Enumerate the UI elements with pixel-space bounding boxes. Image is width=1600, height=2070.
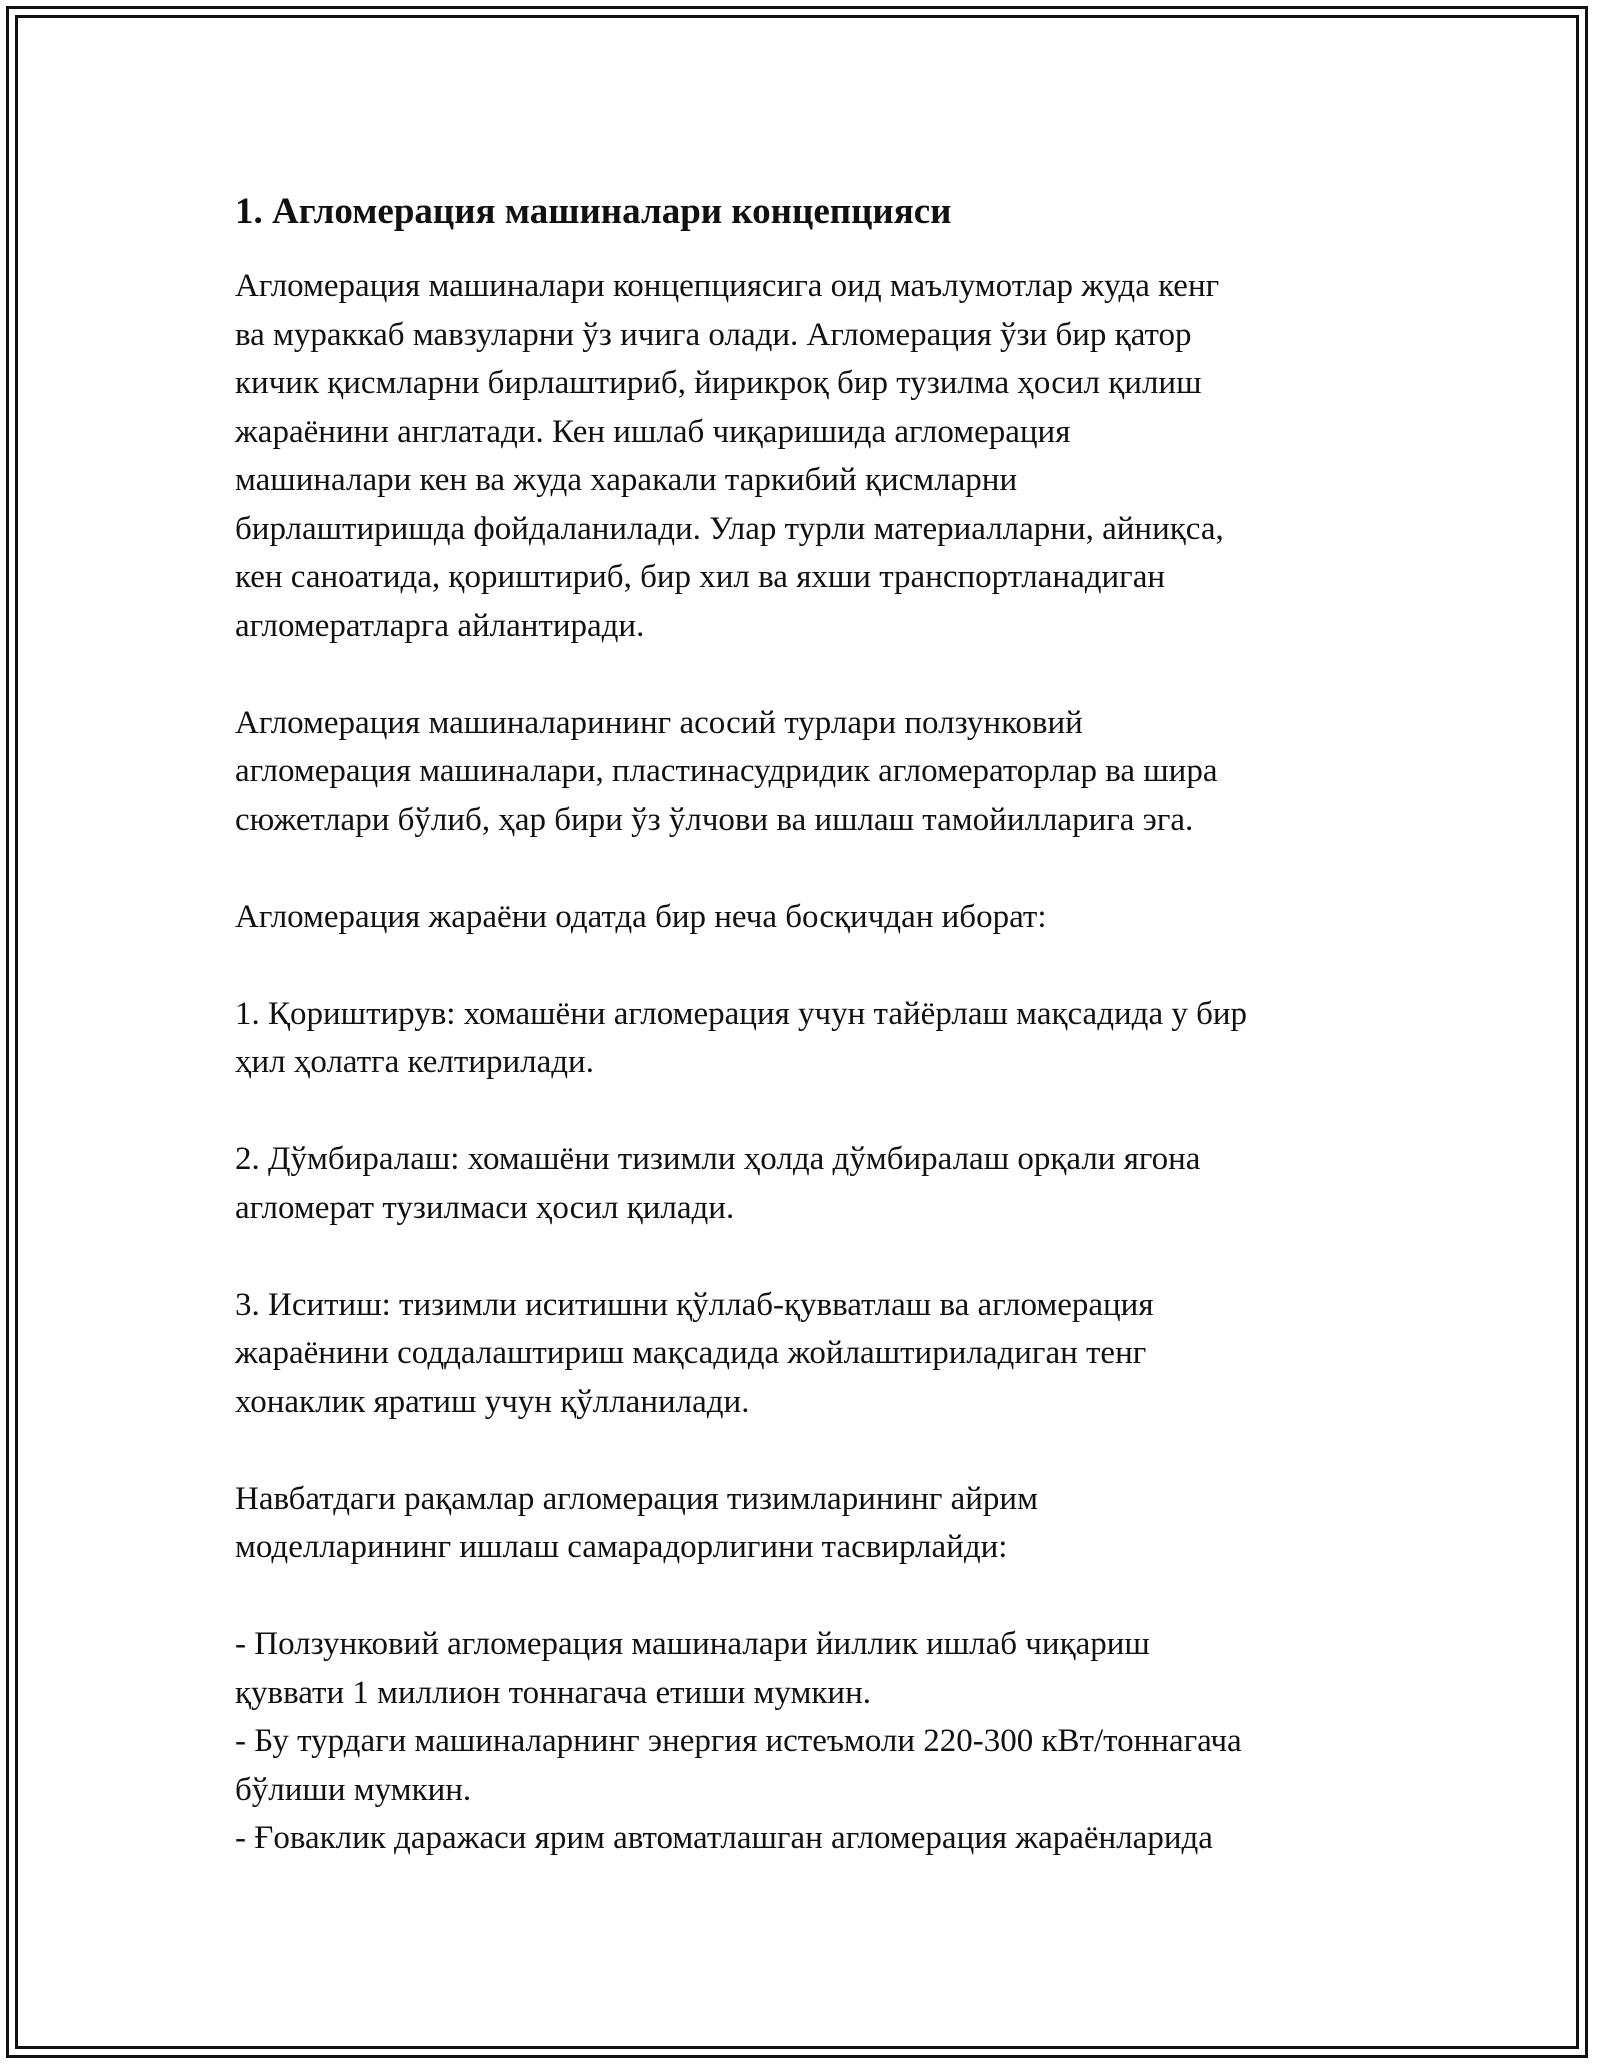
text-line: қуввати 1 миллион тоннагача етиши мумкин. [235, 1674, 871, 1711]
paragraph-gap [235, 844, 1375, 893]
paragraph-gap [235, 941, 1375, 990]
text-line: Агломерация машиналарининг асосий турлари ползунковий [235, 704, 1083, 741]
paragraph-stage-2 [235, 1135, 1375, 1232]
paragraph-figures-list [235, 1620, 1375, 1863]
paragraph-figures-intro [235, 1475, 1375, 1572]
text-line: бўлиши мумкин. [235, 1771, 472, 1808]
text-line: ва мураккаб мавзуларни ўз ичига олади. Агломерация ўзи бир қатор [235, 316, 1192, 353]
text-line: Агломерация жараёни одатда бир неча босқичдан иборат: [235, 898, 1047, 935]
text-line: хонаклик яратиш учун қўлланилади. [235, 1383, 750, 1420]
text-line: агломерат тузилмаси ҳосил қилади. [235, 1189, 735, 1226]
paragraph-stage-1 [235, 990, 1375, 1087]
paragraph-gap [235, 1232, 1375, 1281]
text-line: - Ползунковий агломерация машиналари йиллик ишлаб чиқариш [235, 1626, 1150, 1662]
text-line: сюжетлари бўлиб, ҳар бири ўз ўлчови ва ишлаш тамойилларига эга. [235, 801, 1194, 838]
text-line: бирлаштиришда фойдаланилади. Улар турли материалларни, айниқса, [235, 510, 1224, 547]
text-line: 3. Иситиш: тизимли иситишни қўллаб-қувватлаш ва агломерация [235, 1286, 1154, 1323]
text-line: агломерация машиналари, пластинасудридик агломераторлар ва шира [235, 753, 1218, 789]
text-line: агломератларга айлантиради. [235, 607, 645, 644]
text-line: кен саноатида, қориштириб, бир хил ва яхши транспортланадиган [235, 559, 1166, 595]
paragraph-types [235, 699, 1375, 845]
text-line: машиналари кен ва жуда харакали таркибий қисмларни [235, 462, 1018, 498]
paragraph-gap [235, 1087, 1375, 1136]
paragraph-intro [235, 262, 1375, 650]
text-line: жараёнини соддалаштириш мақсадида жойлаштириладиган тенг [235, 1335, 1147, 1371]
text-line: Навбатдаги рақамлар агломерация тизимларининг айрим [235, 1480, 1038, 1517]
paragraph-gap [235, 1572, 1375, 1621]
document-body [235, 188, 1375, 1863]
text-line: ҳил ҳолатга келтирилади. [235, 1044, 594, 1080]
text-line: - Бу турдаги машиналарнинг энергия истеъмоли 220-300 кВт/тоннагача [235, 1723, 1242, 1759]
paragraph-stage-3 [235, 1281, 1375, 1427]
paragraph-stages-intro [235, 893, 1375, 942]
text-line: 2. Дўмбиралаш: хомашёни тизимли ҳолда дўмбиралаш орқали ягона [235, 1141, 1201, 1177]
text-line: жараёнини англатади. Кен ишлаб чиқаришида агломерация [235, 413, 1071, 450]
text-line: моделларининг ишлаш самарадорлигини тасвирлайди: [235, 1529, 1008, 1565]
text-line: кичик қисмларни бирлаштириб, йирикроқ бир тузилма ҳосил қилиш [235, 365, 1202, 401]
text-line: - Ғоваклик даражаси ярим автоматлашган агломерация жараёнларида [235, 1820, 1213, 1856]
text-line: Агломерация машиналари концепциясига оид маълумотлар жуда кенг [235, 268, 1220, 304]
document-title: 1. Агломерация машиналари концепцияси [235, 191, 952, 232]
paragraph-gap [235, 650, 1375, 699]
paragraph-gap [235, 1426, 1375, 1475]
text-line: 1. Қориштирув: хомашёни агломерация учун тайёрлаш мақсадида у бир [235, 995, 1248, 1032]
